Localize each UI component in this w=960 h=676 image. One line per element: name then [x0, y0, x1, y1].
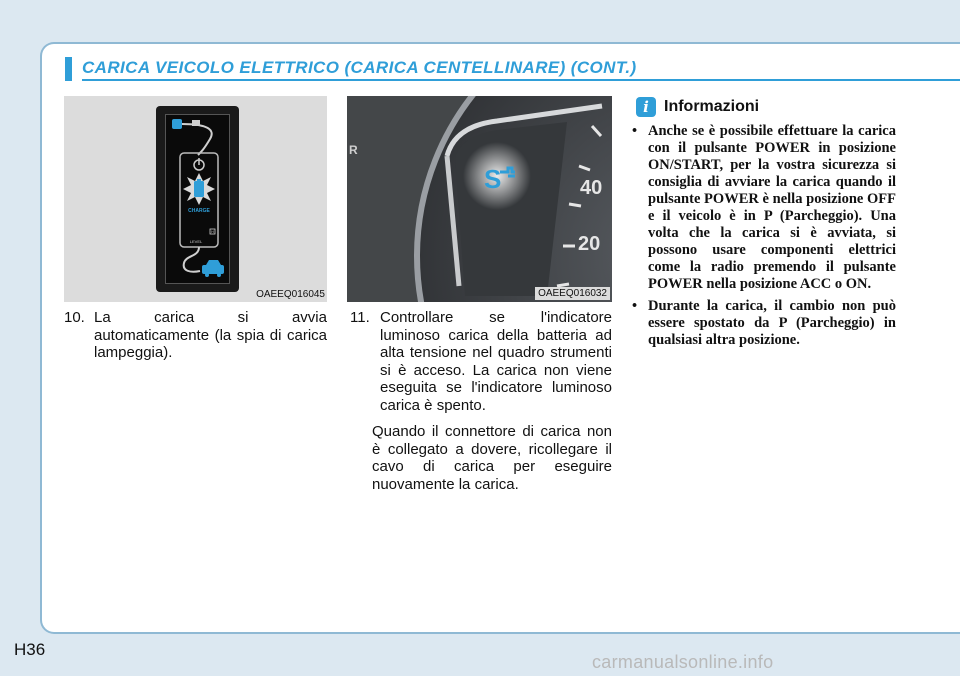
charge-indicator-s: S — [484, 164, 502, 194]
cable-bottom — [184, 247, 200, 272]
header-underline — [82, 79, 960, 81]
watermark: carmanualsonline.info — [592, 652, 774, 672]
info-icon: i — [636, 97, 656, 117]
step-10 — [64, 309, 327, 362]
info-item-text: Durante la carica, il cambio non può essere spostato da P (Parcheggio) in qualsiasi altra posizione. — [648, 298, 896, 348]
gauge-mark-20: 20 — [578, 233, 601, 255]
plug-icon — [172, 119, 182, 129]
figure-charging-device — [64, 96, 327, 302]
step-number: 11. — [350, 309, 370, 326]
section-header — [65, 57, 960, 81]
list-item — [632, 123, 896, 293]
bullet: • — [632, 123, 638, 139]
level-label: LEVEL — [189, 239, 203, 244]
bullet: • — [632, 298, 638, 314]
device-screen — [165, 114, 230, 284]
info-title: Informazioni — [664, 98, 760, 115]
charge-label: CHARGE — [188, 208, 210, 214]
battery-icon — [194, 181, 204, 197]
step-11 — [350, 309, 612, 493]
page-number: H36 — [14, 640, 46, 659]
charger-device — [156, 106, 239, 292]
info-list — [632, 123, 896, 354]
gauge-mark-40: 40 — [580, 177, 603, 199]
step-text: La carica si avvia automaticamente (la spia di carica lampeggia). — [94, 309, 327, 361]
car-icon — [202, 260, 224, 277]
figure-caption: OAEEQ016032 — [535, 287, 610, 300]
cluster-illustration — [347, 96, 612, 302]
gear-r-label: R — [349, 143, 358, 157]
step-note: Quando il connettore di carica non è collegato a dovere, ricollegare il cavo di carica per eseguire nuovamente la carica. — [372, 423, 612, 493]
section-title: CARICA VEICOLO ELETTRICO (CARICA CENTELLINARE) (CONT.) — [82, 58, 637, 77]
svg-text:H: H — [211, 230, 214, 234]
step-number: 10. — [64, 309, 85, 326]
info-item-text: Anche se è possibile effettuare la carica con il pulsante POWER in posizione ON/START, per la vostra sicurezza si consiglia di avviare la carica quando il pulsante POWER è nella posizione OFF e il veicolo è in P (Parcheggio). Una volta che la carica si è avviata, si possono usare componenti elettrici come la radio premendo il pulsante POWER nella posizione ACC o ON. — [648, 123, 896, 292]
charging-illustration — [166, 115, 231, 285]
header-accent-bar — [65, 57, 72, 81]
info-header — [636, 96, 759, 118]
cable-top — [182, 124, 212, 155]
figure-caption: OAEEQ016045 — [256, 289, 325, 300]
list-item — [632, 298, 896, 349]
figure-instrument-cluster — [347, 96, 612, 302]
cable-clip — [192, 120, 200, 126]
step-text: Controllare se l'indicatore luminoso carica della batteria ad alta tensione nel quadro strumenti si è acceso. La carica non viene eseguita se l'indicatore luminoso carica è spento. — [380, 309, 612, 414]
